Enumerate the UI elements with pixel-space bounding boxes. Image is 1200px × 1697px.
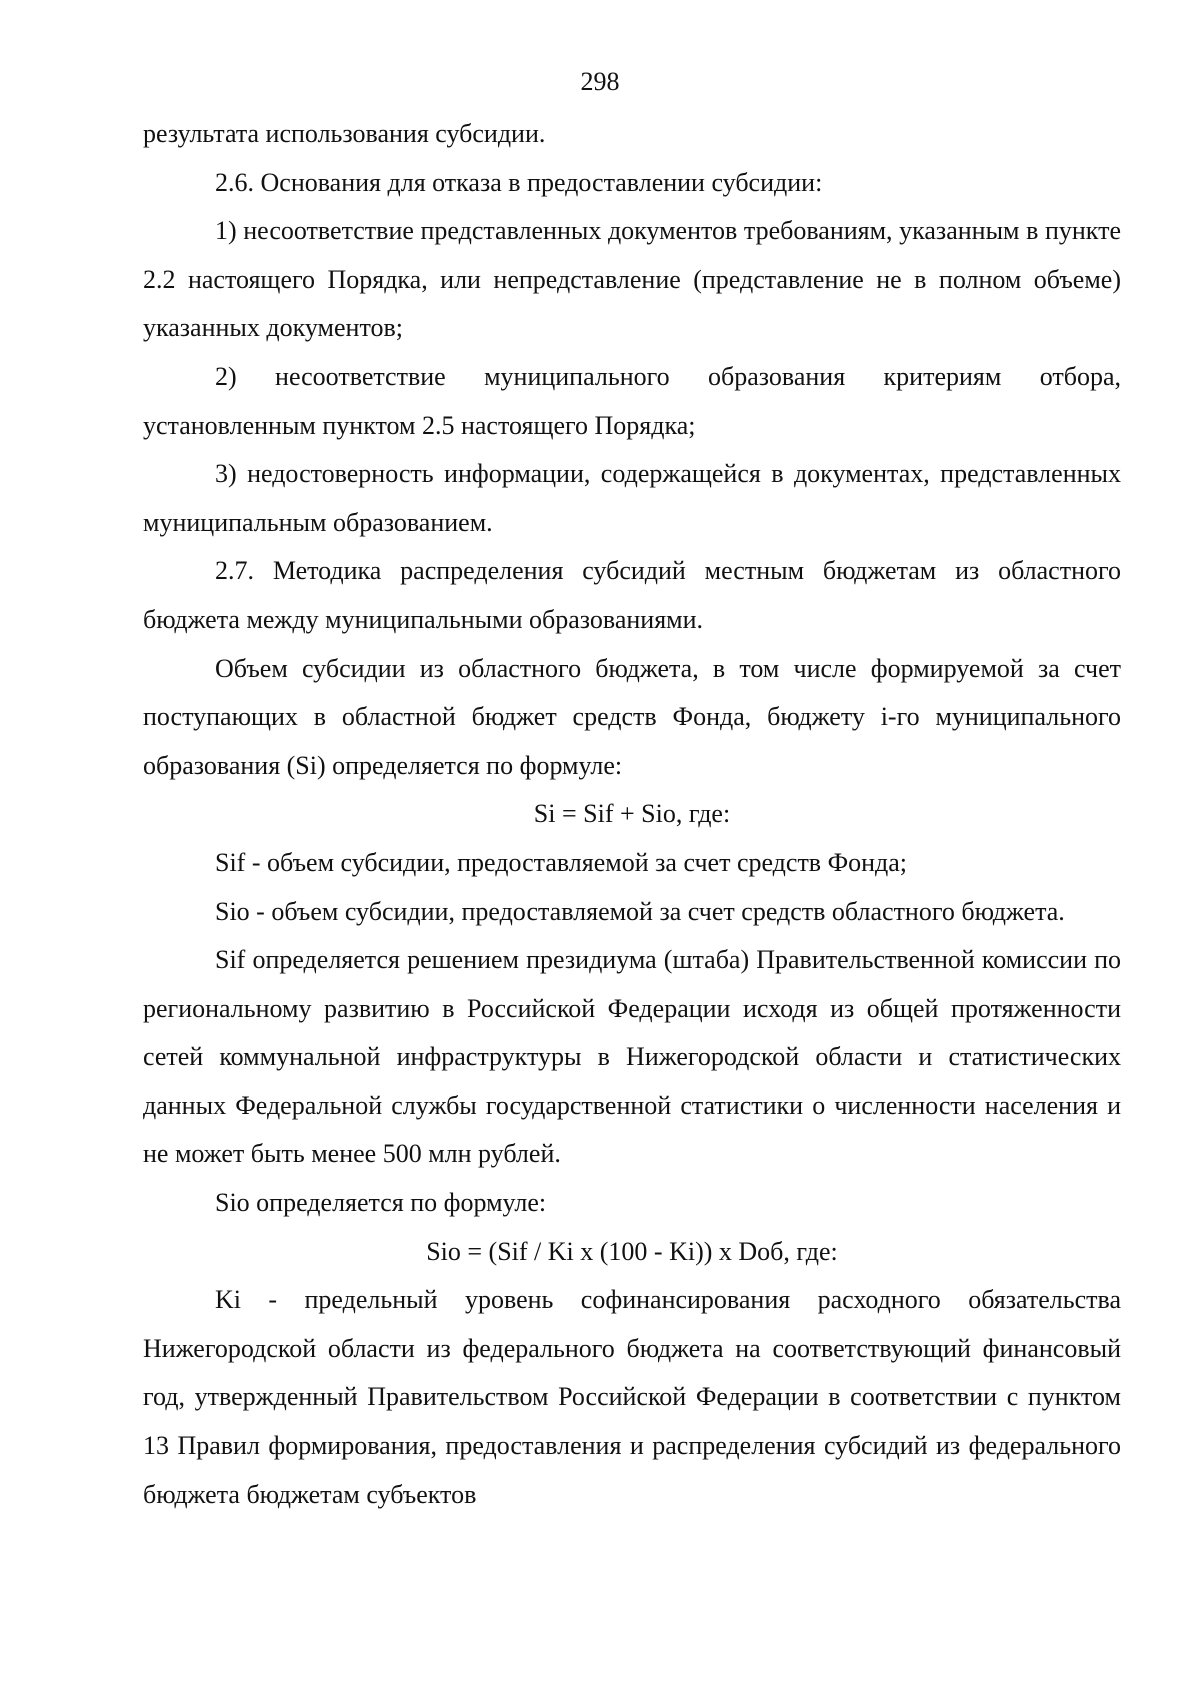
paragraph-continuation: результата использования субсидии. (143, 119, 546, 148)
section-heading-2-7: 2.7. Методика распределения субсидий местным бюджетам из областного бюджета между муниципальными образованиями. (143, 556, 1121, 634)
definition-sif: Sif - объем субсидии, предоставляемой за счет средств Фонда; (215, 847, 908, 877)
list-item-3: 3) недостоверность информации, содержащейся в документах, представленных муниципальным образованием. (143, 459, 1121, 537)
paragraph-sif-determination: Sif определяется решением президиума (штаба) Правительственной комиссии по региональному развитию в Российской Федерации исходя из общей протяженности сетей коммунальной инфраструктуры в Нижегородской области и статистических данных Федеральной службы государственной статистики о численности населения и не может быть менее 500 млн рублей. (143, 945, 1121, 1169)
paragraph-sio-formula-intro: Sio определяется по формуле: (215, 1188, 547, 1218)
definition-sio: Sio - объем субсидии, предоставляемой за счет средств областного бюджета. (215, 896, 1065, 926)
list-item-1: 1) несоответствие представленных документов требованиям, указанным в пункте 2.2 настоящего Порядка, или непредставление (представление не в полном объеме) указанных документов; (143, 216, 1121, 343)
formula-si: Si = Sif + Sio, где: (533, 799, 731, 829)
section-heading-2-6: 2.6. Основания для отказа в предоставлении субсидии: (215, 167, 823, 197)
list-item-2: 2) несоответствие муниципального образования критериям отбора, установленным пунктом 2.5 настоящего Порядка; (143, 361, 1121, 440)
document-body (143, 110, 1121, 1519)
paragraph-subsidy-volume: Объем субсидии из областного бюджета, в том числе формируемой за счет поступающих в областной бюджет средств Фонда, бюджету i-го муниципального образования (Si) определяется по формуле: (143, 653, 1121, 780)
definition-ki: Ki - предельный уровень софинансирования расходного обязательства Нижегородской области из федерального бюджета на соответствующий финансовый год, утвержденный Правительством Российской Федерации в соответствии с пунктом 13 Правил формирования, предоставления и распределения субсидий из федерального бюджета бюджетам субъектов (143, 1285, 1121, 1509)
formula-sio: Sio = (Sif / Ki x (100 - Ki)) x Dоб, где: (426, 1236, 838, 1266)
page-number: 298 (580, 67, 620, 96)
